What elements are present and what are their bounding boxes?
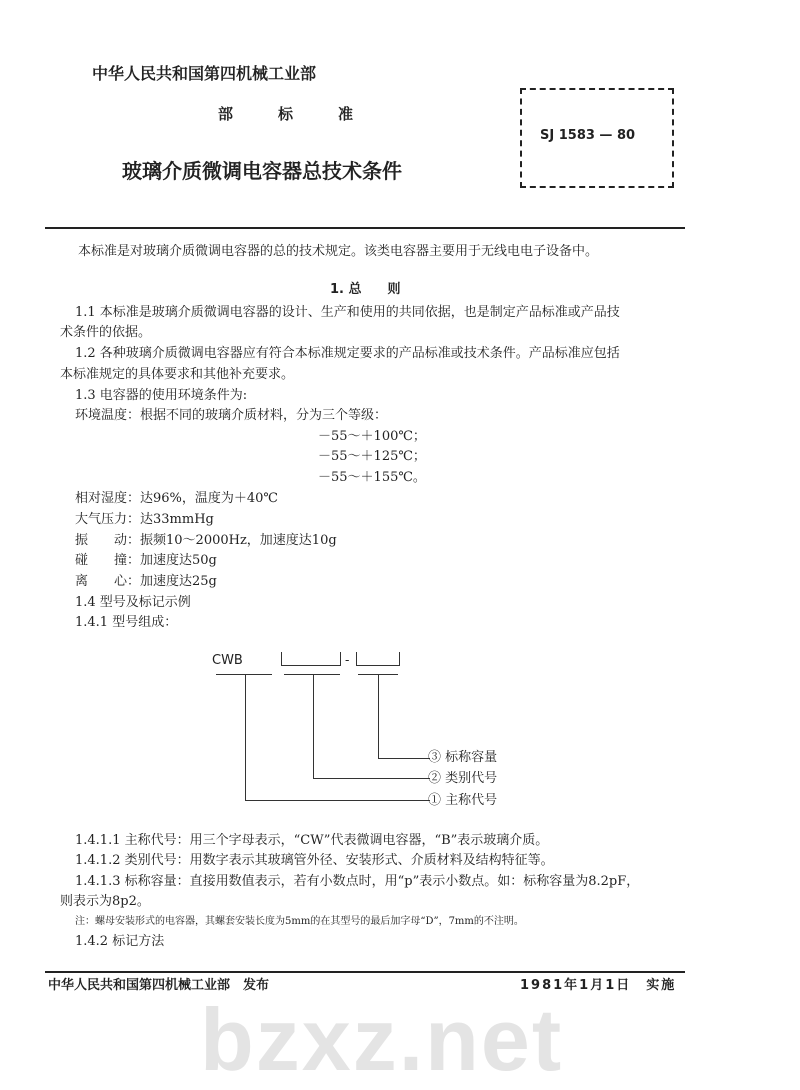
para-1-4-1-1: 1.4.1.1 主称代号：用三个字母表示，“CW”代表微调电容器，“B”表示玻璃介质。: [75, 833, 549, 848]
para-1-4-1-3: 1.4.1.3 标称容量：直接用数值表示，若有小数点时，用“p”表示小数点。如：标称容量为8.2pF，: [75, 874, 640, 889]
temp-range-2: －55～＋125℃；: [318, 449, 426, 464]
note: 注：螺母安装形式的电容器，其螺套安装长度为5mm的在其型号的最后加字母“D”，7mm的不注明。: [75, 916, 524, 927]
diagram-line: [284, 674, 340, 675]
para-1-4-2: 1.4.2 标记方法: [75, 934, 165, 949]
temperature-line: 环境温度：根据不同的玻璃介质材料，分为三个等级：: [75, 408, 388, 423]
capacitance-slot: [356, 652, 400, 666]
model-prefix: CWB: [212, 653, 243, 668]
diagram-line: [378, 758, 430, 759]
category-code-slot: [281, 652, 341, 666]
diagram-line: [245, 674, 246, 800]
document-title: 玻璃介质微调电容器总技术条件: [122, 159, 402, 183]
label-capacitance: ③ 标称容量: [428, 750, 498, 765]
para-1-3: 1.3 电容器的使用环境条件为:: [75, 388, 248, 403]
para-1-4-1-2: 1.4.1.2 类别代号：用数字表示其玻璃管外径、安装形式、介质材料及结构特征等。: [75, 853, 554, 868]
bump-line: 碰 撞：加速度达50g: [75, 553, 217, 568]
para-1-2-cont: 本标准规定的具体要求和其他补充要求。: [60, 367, 295, 382]
para-1-2: 1.2 各种玻璃介质微调电容器应有符合本标准规定要求的产品标准或技术条件。产品标准应包括: [75, 346, 620, 361]
para-1-4: 1.4 型号及标记示例: [75, 595, 191, 610]
watermark: bzxz.net: [200, 990, 564, 1089]
diagram-line: [378, 674, 379, 758]
footer-divider: [45, 971, 685, 973]
para-1-4-1: 1.4.1 型号组成：: [75, 615, 178, 630]
model-dash: -: [345, 653, 350, 668]
temp-range-1: －55～＋100℃；: [318, 429, 426, 444]
standard-code: SJ 1583 — 80: [540, 128, 636, 143]
diagram-line: [313, 778, 430, 779]
intro-text: 本标准是对玻璃介质微调电容器的总的技术规定。该类电容器主要用于无线电电子设备中。: [78, 244, 599, 259]
para-1-1: 1.1 本标准是玻璃介质微调电容器的设计、生产和使用的共同依据，也是制定产品标准或产品技: [75, 305, 620, 320]
temp-range-3: －55～＋155℃。: [318, 470, 426, 485]
section-heading: 1. 总 则: [330, 282, 401, 297]
label-main-code: ① 主称代号: [428, 793, 498, 808]
label-category: ② 类别代号: [428, 771, 498, 786]
standard-type-2: 标: [278, 105, 294, 123]
humidity-line: 相对湿度：达96%，温度为＋40℃: [75, 491, 278, 506]
para-1-1-cont: 术条件的依据。: [60, 325, 152, 340]
standard-type-3: 准: [338, 105, 354, 123]
para-1-4-1-3-cont: 则表示为8p2。: [60, 894, 150, 909]
centrifugal-line: 离 心：加速度达25g: [75, 574, 217, 589]
pressure-line: 大气压力：达33mmHg: [75, 512, 214, 527]
footer-date: 1981年1月1日 实施: [520, 978, 677, 993]
footer-issuer: 中华人民共和国第四机械工业部 发布: [48, 978, 270, 993]
diagram-line: [216, 674, 272, 675]
diagram-line: [245, 800, 430, 801]
header-divider: [45, 227, 685, 229]
vibration-line: 振 动：振频10～2000Hz，加速度达10g: [75, 533, 337, 548]
diagram-line: [313, 674, 314, 778]
ministry-name: 中华人民共和国第四机械工业部: [92, 64, 317, 83]
standard-type-1: 部: [218, 105, 234, 123]
